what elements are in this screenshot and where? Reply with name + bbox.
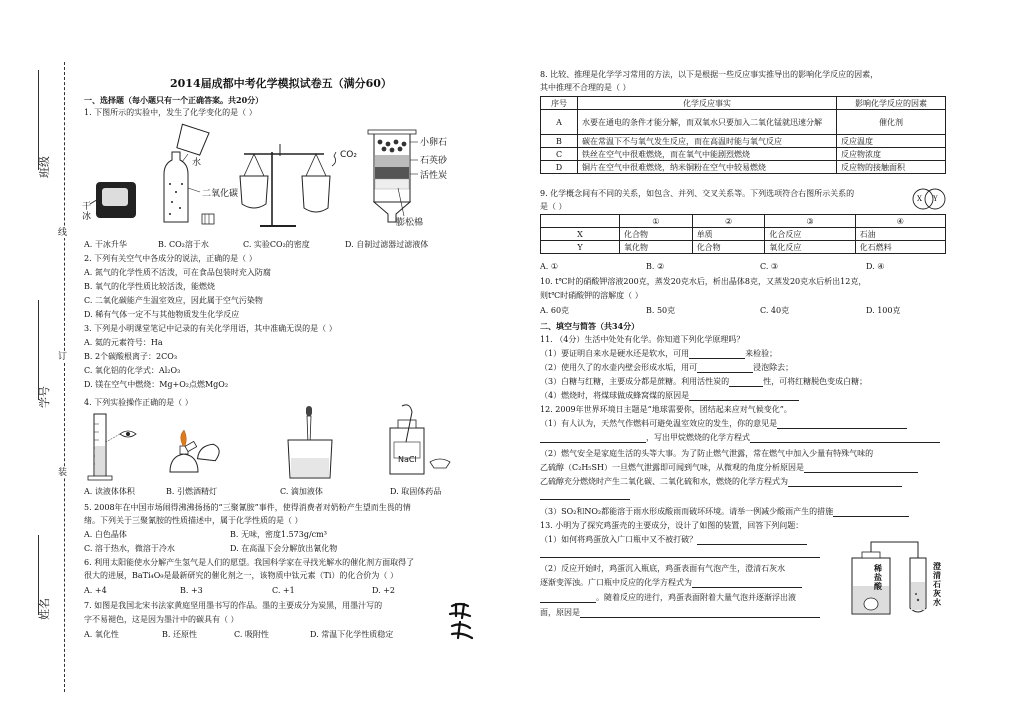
q9-option-a: A. ① [540, 262, 559, 271]
q2-option-c: C. 二氧化碳能产生温室效应，因此属于空气污染物 [84, 296, 263, 305]
q9-header-2: ② [692, 215, 765, 228]
q5-option-a: A. 白色晶体 [84, 530, 127, 539]
q9-option-c: C. ③ [760, 262, 779, 271]
small-cup [202, 214, 214, 224]
q8-row-d-id: D [541, 161, 578, 174]
q8-row-a-factor: 催化剂 [837, 110, 946, 135]
q13-label-hcl: 稀盐酸 [874, 564, 882, 591]
q12-s2-line2 [540, 463, 918, 473]
left-bag [240, 176, 268, 208]
q11-blank-1[interactable] [689, 358, 745, 359]
q8-header-id: 序号 [541, 97, 578, 110]
q12-blank-7[interactable] [833, 516, 909, 517]
q13-label-limewater: 澄清石灰水 [933, 562, 941, 607]
line-mark-3: 装 [58, 468, 68, 478]
q4-option-a: A. 读液体体积 [84, 487, 135, 496]
q1-label-dry-ice: 干冰 [82, 202, 92, 222]
q11-s3-a: （3）白糖与红糖，主要成分都是蔗糖。利用活性炭的 [540, 377, 730, 386]
binding-line [64, 62, 65, 692]
q9-option-b: B. ② [646, 262, 665, 271]
number-blank [38, 300, 39, 400]
q8-line2: 其中推理不合理的是（ ） [540, 83, 631, 92]
q11-blank-2[interactable] [697, 372, 753, 373]
plastic-bottle [164, 152, 188, 222]
q6-option-c: C. +1 [272, 586, 295, 595]
q13-s1-text: （1）如何将鸡蛋放入广口瓶中又不被打破？ [540, 535, 698, 544]
q9-y-2: 化合物 [692, 241, 765, 254]
q11-s2 [540, 363, 793, 373]
q11-s4 [540, 391, 799, 401]
q4-option-b: B. 引燃酒精灯 [166, 487, 217, 496]
section2-title: 二、填空与简答（共34分） [540, 321, 640, 331]
q13-stem: 13. 小明为了探究鸡蛋壳的主要成分，设计了如图的装置，回答下列问题： [540, 521, 804, 530]
q2-stem: 2. 下列有关空气中各成分的说法，正确的是（ ） [84, 254, 257, 263]
q8-row-c-factor: 反应物浓度 [837, 148, 946, 161]
q6-option-d: D. +2 [372, 586, 396, 595]
q10-line2: 则t℃时硝酸钾的溶解度（ ） [540, 291, 643, 300]
q1-option-b: B. CO₂溶于水 [158, 240, 209, 249]
q13-s2-line2 [540, 578, 802, 588]
q9-x-3: 化合反应 [765, 228, 855, 241]
q12-blank-3[interactable] [750, 442, 940, 443]
q6-option-a: A. +4 [84, 586, 107, 595]
q1-label-water: 水 [192, 158, 202, 168]
q8-row-b-id: B [541, 135, 578, 148]
q12-s2-line3 [540, 477, 902, 487]
q13-apparatus [844, 538, 942, 618]
q11-s2-a: （2）使用久了的水壶内壁会形成水垢，用可 [540, 363, 698, 372]
q12-s1b-text: ，写出甲烷燃烧的化学方程式 [646, 433, 750, 442]
q2-option-d: D. 稀有气体一定不与其他物质发生化学反应 [84, 310, 240, 319]
q9-header-blank [541, 215, 620, 228]
q1-stem: 1. 下图所示的实验中，发生了化学变化的是（ ） [84, 108, 257, 117]
q11-s3-b: 性，可将红糖脱色变成白糖； [763, 377, 868, 386]
q4-option-c: C. 滴加液体 [280, 487, 323, 496]
q9-venn-x: X [917, 195, 922, 203]
q13-blank-2[interactable] [540, 557, 820, 558]
q8-row-c-fact: 铁丝在空气中很难燃烧，而在氧气中能剧烈燃烧 [578, 148, 837, 161]
q10-option-a: A. 60克 [540, 306, 570, 315]
q11-s1 [540, 349, 777, 359]
q7-option-d: D. 常温下化学性质稳定 [310, 630, 394, 639]
q11-s1-b: 来检验； [745, 349, 778, 358]
q1-label-pebbles: 小卵石 [420, 138, 448, 148]
q9-x-2: 单质 [692, 228, 765, 241]
q5-line1: 5. 2008年在中国市场闹得沸沸扬扬的“三聚氰胺”事件，使得消费者对奶粉产生望而生畏的情 [84, 503, 411, 512]
q12-s2-line2-text: 乙硫醇（C₂H₅SH）一旦燃气泄露即可闻到气味，从微观的角度分析原因是 [540, 463, 804, 472]
alcohol-lamp-1 [170, 454, 198, 472]
line-mark-1: 线 [58, 228, 68, 238]
q11-s3 [540, 377, 867, 387]
q12-blank-2[interactable] [540, 442, 646, 443]
q9-option-d: D. ④ [866, 262, 885, 271]
q3-option-a: A. 氦的元素符号：Ha [84, 338, 163, 347]
q3-option-d: D. 镁在空气中燃烧：Mg+O₂点燃MgO₂ [84, 380, 229, 389]
q9-header-3: ③ [765, 215, 855, 228]
q8-row-a-fact: 水要在通电的条件才能分解，而双氧水只要加入二氧化锰就迅速分解 [578, 110, 837, 135]
q7-option-c: C. 吸附性 [234, 630, 269, 639]
q4-stem: 4. 下列实验操作正确的是（ ） [84, 398, 193, 407]
water-beaker [175, 124, 209, 155]
q9-header-1: ① [620, 215, 693, 228]
class-label: 班级 [38, 156, 51, 178]
q2-option-b: B. 氧气的化学性质比较活泼，能燃烧 [84, 282, 215, 291]
q1-label-cotton: 膨松棉 [396, 218, 424, 228]
class-blank [38, 70, 39, 170]
q3-option-b: B. 2个碳酸根离子：2CO₃ [84, 352, 178, 361]
q11-blank-4[interactable] [689, 400, 799, 401]
q12-stem: 12. 2009年世界环境日主题是“地球需要你，团结起来应对气候变化”。 [540, 405, 792, 414]
q1-label-co2-formula: CO₂ [340, 150, 357, 160]
number-label: 学号 [38, 386, 51, 408]
q7-line1: 7. 如图是我国北宋书法家黄庭坚用墨书写的作品。墨的主要成分为炭黑，用墨汁写的 [84, 601, 383, 610]
q10-option-b: B. 50克 [646, 306, 676, 315]
calligraphy-image [446, 600, 476, 642]
q13-blank-3[interactable] [692, 587, 802, 588]
dropper [306, 406, 312, 416]
q11-stem: 11. （4分）生活中处处有化学。你知道下列化学原理吗？ [540, 335, 745, 344]
q8-row-c-id: C [541, 148, 578, 161]
q9-header-4: ④ [855, 215, 945, 228]
q8-header-factor: 影响化学反应的因素 [837, 97, 946, 110]
q4-figures [84, 402, 464, 484]
q9-y-label: Y [541, 241, 620, 254]
q1-label-sand: 石英砂 [420, 156, 448, 166]
q10-line1: 10. t℃时的硝酸钾溶液200克，蒸发20克水后，析出晶体8克，又蒸发20克水后析出12克， [540, 277, 867, 286]
q11-s2-b: 浸泡除去； [753, 363, 794, 372]
q9-x-1: 化合物 [620, 228, 693, 241]
q13-s2-line3-text: 。随着反应的进行，鸡蛋表面附着大量气泡并逐渐浮出液 [596, 593, 796, 602]
q5-line2: 绪。下列关于三聚氰胺的性质描述中，属于化学性质的是（ ） [84, 516, 303, 525]
q9-venn-diagram [906, 186, 952, 212]
bottle-cap [430, 459, 450, 468]
q1-option-c: C. 实验CO₂的密度 [243, 240, 310, 249]
q9-line2: 是（ ） [540, 202, 567, 211]
q11-s4-a: （4）燃烧时，将煤球做成蜂窝煤的原因是 [540, 391, 690, 400]
q12-s1-a: （1）有人认为，天然气作燃料可避免温室效应的发生，你的意见是 [540, 419, 778, 428]
name-label: 姓名 [38, 598, 51, 620]
q7-line2: 字不易褪色，这是因为墨汁中的碳具有（ ） [84, 615, 239, 624]
q5-option-d: D. 在高温下会分解放出氰化物 [230, 544, 338, 553]
q12-s2-line3-text: 乙硫醇充分燃烧时产生二氧化碳、二氧化硫和水，燃烧的化学方程式为 [540, 477, 788, 486]
q12-s1 [540, 419, 907, 429]
q13-s2-line2-text: 逐渐变浑浊。广口瓶中反应的化学方程式为 [540, 578, 692, 587]
q9-x-label: X [541, 228, 620, 241]
q13-s1 [540, 535, 807, 545]
q10-option-c: C. 40克 [760, 306, 790, 315]
q8-table [540, 96, 946, 174]
right-bag [302, 176, 330, 212]
q10-option-d: D. 100克 [866, 306, 901, 315]
q9-line1: 9. 化学概念间有不同的关系，如包含、并列、交叉关系等。下列选项符合右图所示关系的 [540, 189, 855, 198]
q8-row-a-id: A [541, 110, 578, 135]
q5-option-c: C. 溶于热水，微溶于冷水 [84, 544, 175, 553]
q3-stem: 3. 下列是小明课堂笔记中记录的有关化学用语，其中准确无误的是（ ） [84, 324, 337, 333]
q4-label-nacl: NaCl [398, 455, 417, 464]
q11-s1-a: （1）要证明自来水是硬水还是软水，可用 [540, 349, 690, 358]
section1-title: 一、选择题（每小题只有一个正确答案。共20分） [84, 95, 264, 105]
q13-s2-line1: （2）反应开始时，鸡蛋沉入瓶底，鸡蛋表面有气泡产生，澄清石灰水 [540, 564, 786, 573]
q7-option-b: B. 还原性 [162, 630, 197, 639]
q9-table [540, 214, 946, 254]
q12-blank-4[interactable] [804, 472, 918, 473]
q4-option-d: D. 取固体药品 [390, 487, 442, 496]
alcohol-lamp-2 [194, 442, 222, 466]
q9-y-3: 氧化反应 [765, 241, 855, 254]
q12-blank-5[interactable] [788, 486, 902, 487]
q9-venn-y: Y [933, 195, 938, 203]
q7-option-a: A. 氧化性 [84, 630, 119, 639]
q8-header-fact: 化学反应事实 [578, 97, 837, 110]
q2-option-a: A. 氮气的化学性质不活泼，可在食品包装时充入防腐 [84, 268, 271, 277]
q9-y-1: 氧化物 [620, 241, 693, 254]
q12-s1b [540, 433, 940, 443]
q13-s2-line3 [540, 593, 796, 603]
q12-blank-1[interactable] [777, 428, 907, 429]
page-title: 2014届成都中考化学模拟试卷五（满分60） [170, 77, 392, 90]
q13-blank-4[interactable] [540, 602, 596, 603]
q13-blank-5[interactable] [580, 617, 820, 618]
q8-line1: 8. 比较、推理是化学学习常用的方法，以下是根据一些反应事实推导出的影响化学反应的因素， [540, 70, 879, 79]
name-blank [38, 535, 39, 615]
q1-label-carbon: 活性炭 [420, 171, 448, 181]
q6-option-b: B. +3 [180, 586, 203, 595]
q11-blank-3[interactable] [729, 386, 763, 387]
q13-blank-1[interactable] [697, 544, 807, 545]
q12-s3 [540, 507, 909, 517]
q6-line2: 很大的进展，BaTi₄O₉是最新研究的催化剂之一，该物质中钛元素（Ti）的化合价为（ ） [84, 571, 398, 580]
q1-label-co2: 二氧化碳 [202, 189, 239, 199]
q5-option-b: B. 无味，密度1.573g/cm³ [230, 530, 327, 539]
line-mark-2: 订 [58, 352, 68, 362]
q8-row-b-fact: 碳在常温下不与氧气发生反应，而在高温时能与氧气反应 [578, 135, 837, 148]
q6-line1: 6. 利用太阳能使水分解产生氢气是人们的愿望。我国科学家在寻找光解水的催化剂方面取得了 [84, 558, 415, 567]
q8-row-d-fact: 铜片在空气中很难燃烧，纳米铜粉在空气中较易燃烧 [578, 161, 837, 174]
q13-s2-line4-text: 面，原因是 [540, 608, 580, 617]
q1-option-d: D. 自制过滤器过滤液体 [345, 240, 429, 249]
q13-s2-line4 [540, 608, 820, 618]
q12-s2-line1: （2）燃气安全是家庭生活的头等大事。为了防止燃气泄露，常在燃气中加入少量有特殊气味的 [540, 449, 874, 458]
q9-x-4: 石油 [855, 228, 945, 241]
q8-row-d-factor: 反应物的接触面积 [837, 161, 946, 174]
q8-row-b-factor: 反应温度 [837, 135, 946, 148]
q9-y-4: 化石燃料 [855, 241, 945, 254]
q12-blank-6[interactable] [540, 499, 630, 500]
q12-s3-text: （3）SO₂和NO₂都能溶于雨水形成酸雨而破坏环境。请举一例减少酸雨产生的措施 [540, 507, 834, 516]
egg [864, 598, 878, 610]
q1-option-a: A. 干冰升华 [84, 240, 127, 249]
q3-option-c: C. 氧化铝的化学式：Al₂O₃ [84, 366, 181, 375]
